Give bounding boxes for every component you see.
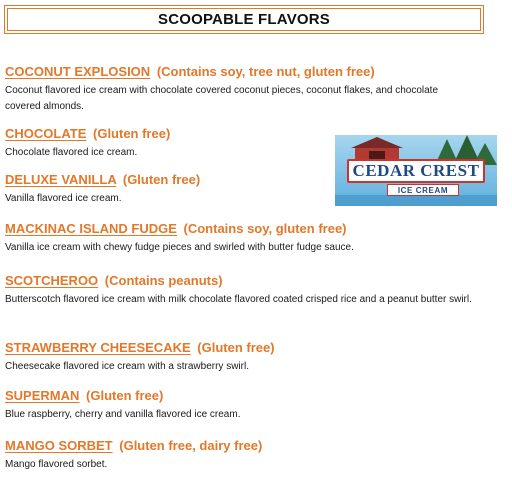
flavor-coconut-explosion: [5, 64, 475, 115]
flavor-allergen-note: (Contains soy, gluten free): [183, 221, 347, 236]
flavor-strawberry-cheesecake: [5, 340, 505, 375]
flavor-name: SCOTCHEROO: [5, 273, 99, 288]
flavor-heading: [5, 438, 505, 454]
title-frame: [4, 5, 484, 34]
flavor-heading: [5, 126, 325, 142]
flavor-mackinac-island-fudge: [5, 221, 505, 256]
flavor-scotcheroo: [5, 273, 485, 308]
flavor-allergen-note: (Gluten free): [122, 172, 201, 187]
flavor-allergen-note: (Gluten free): [197, 340, 275, 355]
flavor-name: DELUXE VANILLA: [5, 172, 117, 187]
page-title: SCOOPABLE FLAVORS: [157, 11, 331, 28]
flavor-description: Mango flavored sorbet.: [5, 459, 108, 470]
flavor-allergen-note: (Gluten free): [93, 126, 171, 141]
flavor-name: COCONUT EXPLOSION: [5, 64, 151, 79]
flavor-description: Coconut flavored ice cream with chocolate covered coconut pieces, coconut flakes, and chocolate covered almonds.: [5, 85, 439, 112]
creek-water-icon: [335, 195, 497, 206]
flavor-description: Vanilla ice cream with chewy fudge pieces and swirled with butter fudge sauce.: [5, 242, 354, 253]
flavor-chocolate: [5, 126, 325, 161]
flavor-allergen-note: (Contains peanuts): [104, 273, 223, 288]
flavor-deluxe-vanilla: [5, 172, 325, 207]
flavor-name: CHOCOLATE: [5, 126, 87, 141]
flavor-heading: [5, 64, 475, 80]
flavor-mango-sorbet: [5, 438, 505, 473]
flavor-name: MACKINAC ISLAND FUDGE: [5, 221, 177, 236]
title-inner-frame: [7, 8, 481, 31]
cedar-crest-logo: [335, 135, 497, 206]
flavor-allergen-note: (Gluten free, dairy free): [119, 438, 263, 453]
flavor-name: MANGO SORBET: [5, 438, 113, 453]
flavor-description: Chocolate flavored ice cream.: [5, 147, 138, 158]
flavor-description: Cheesecake flavored ice cream with a strawberry swirl.: [5, 361, 249, 372]
flavor-allergen-note: (Contains soy, tree nut, gluten free): [156, 64, 375, 79]
flavor-heading: [5, 340, 505, 356]
flavor-superman: [5, 388, 505, 423]
flavor-description: Vanilla flavored ice cream.: [5, 193, 122, 204]
flavor-name: SUPERMAN: [5, 388, 80, 403]
flavor-heading: [5, 172, 325, 188]
flavor-heading: [5, 388, 505, 404]
flavor-description: Butterscotch flavored ice cream with milk chocolate flavored coated crisped rice and a peanut butter swirl.: [5, 294, 472, 305]
flavor-heading: [5, 221, 505, 237]
flavor-name: STRAWBERRY CHEESECAKE: [5, 340, 191, 355]
logo-banner: [347, 159, 485, 183]
flavor-heading: [5, 273, 485, 289]
logo-brand-text: CEDAR CREST: [352, 161, 480, 180]
logo-subtitle: ICE CREAM: [387, 184, 459, 196]
flavor-allergen-note: (Gluten free): [86, 388, 164, 403]
flavor-description: Blue raspberry, cherry and vanilla flavored ice cream.: [5, 409, 241, 420]
bridge-roof-icon: [351, 137, 403, 148]
